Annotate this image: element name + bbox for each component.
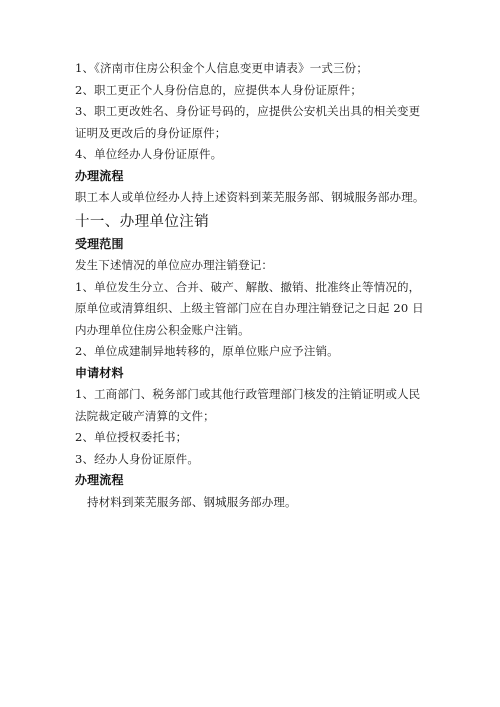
text-line: 2、单位授权委托书； [75, 430, 188, 444]
text-line: 1、《济南市住房公积金个人信息变更申请表》一式三份； [75, 61, 368, 75]
text-line: 发生下述情况的单位应办理注销登记： [75, 258, 274, 272]
text-line: 1、单位发生分立、合并、破产、解散、撤销、批准终止等情况的， [75, 279, 421, 294]
subheading-process: 办理流程 [75, 473, 124, 487]
subheading-process: 办理流程 [75, 168, 124, 183]
section-title: 十一、办理单位注销 [75, 213, 210, 230]
subheading-scope: 受理范围 [75, 236, 124, 251]
text-line: 3、职工更改姓名、身份证号码的，应提供公安机关出具的相关变更 [75, 104, 421, 118]
text-line: 证明及更改后的身份证原件； [75, 125, 227, 140]
text-line: 职工本人或单位经办人持上述资料到莱芜服务部、钢城服务部办理。 [75, 190, 425, 204]
document-page [75, 58, 435, 513]
text-line: 3、经办人身份证原件。 [75, 451, 199, 466]
text-line: 2、职工更正个人身份信息的，应提供本人身份证原件； [75, 82, 363, 97]
text-line: 2、单位成建制异地转移的，原单位账户应予注销。 [75, 344, 339, 358]
text-line: 原单位或清算组织、上级主管部门应在自办理注销登记之日起 20 日 [75, 301, 424, 315]
text-line: 法院裁定破产清算的文件； [75, 408, 215, 423]
subheading-materials: 申请材料 [75, 365, 124, 380]
text-line: 内办理单位住房公积金账户注销。 [75, 322, 250, 337]
text-line: 4、单位经办人身份证原件。 [75, 147, 223, 161]
text-line: 持材料到莱芜服务部、钢城服务部办理。 [87, 494, 297, 509]
text-line: 1、工商部门、税务部门或其他行政管理部门核发的注销证明或人民 [75, 387, 421, 401]
